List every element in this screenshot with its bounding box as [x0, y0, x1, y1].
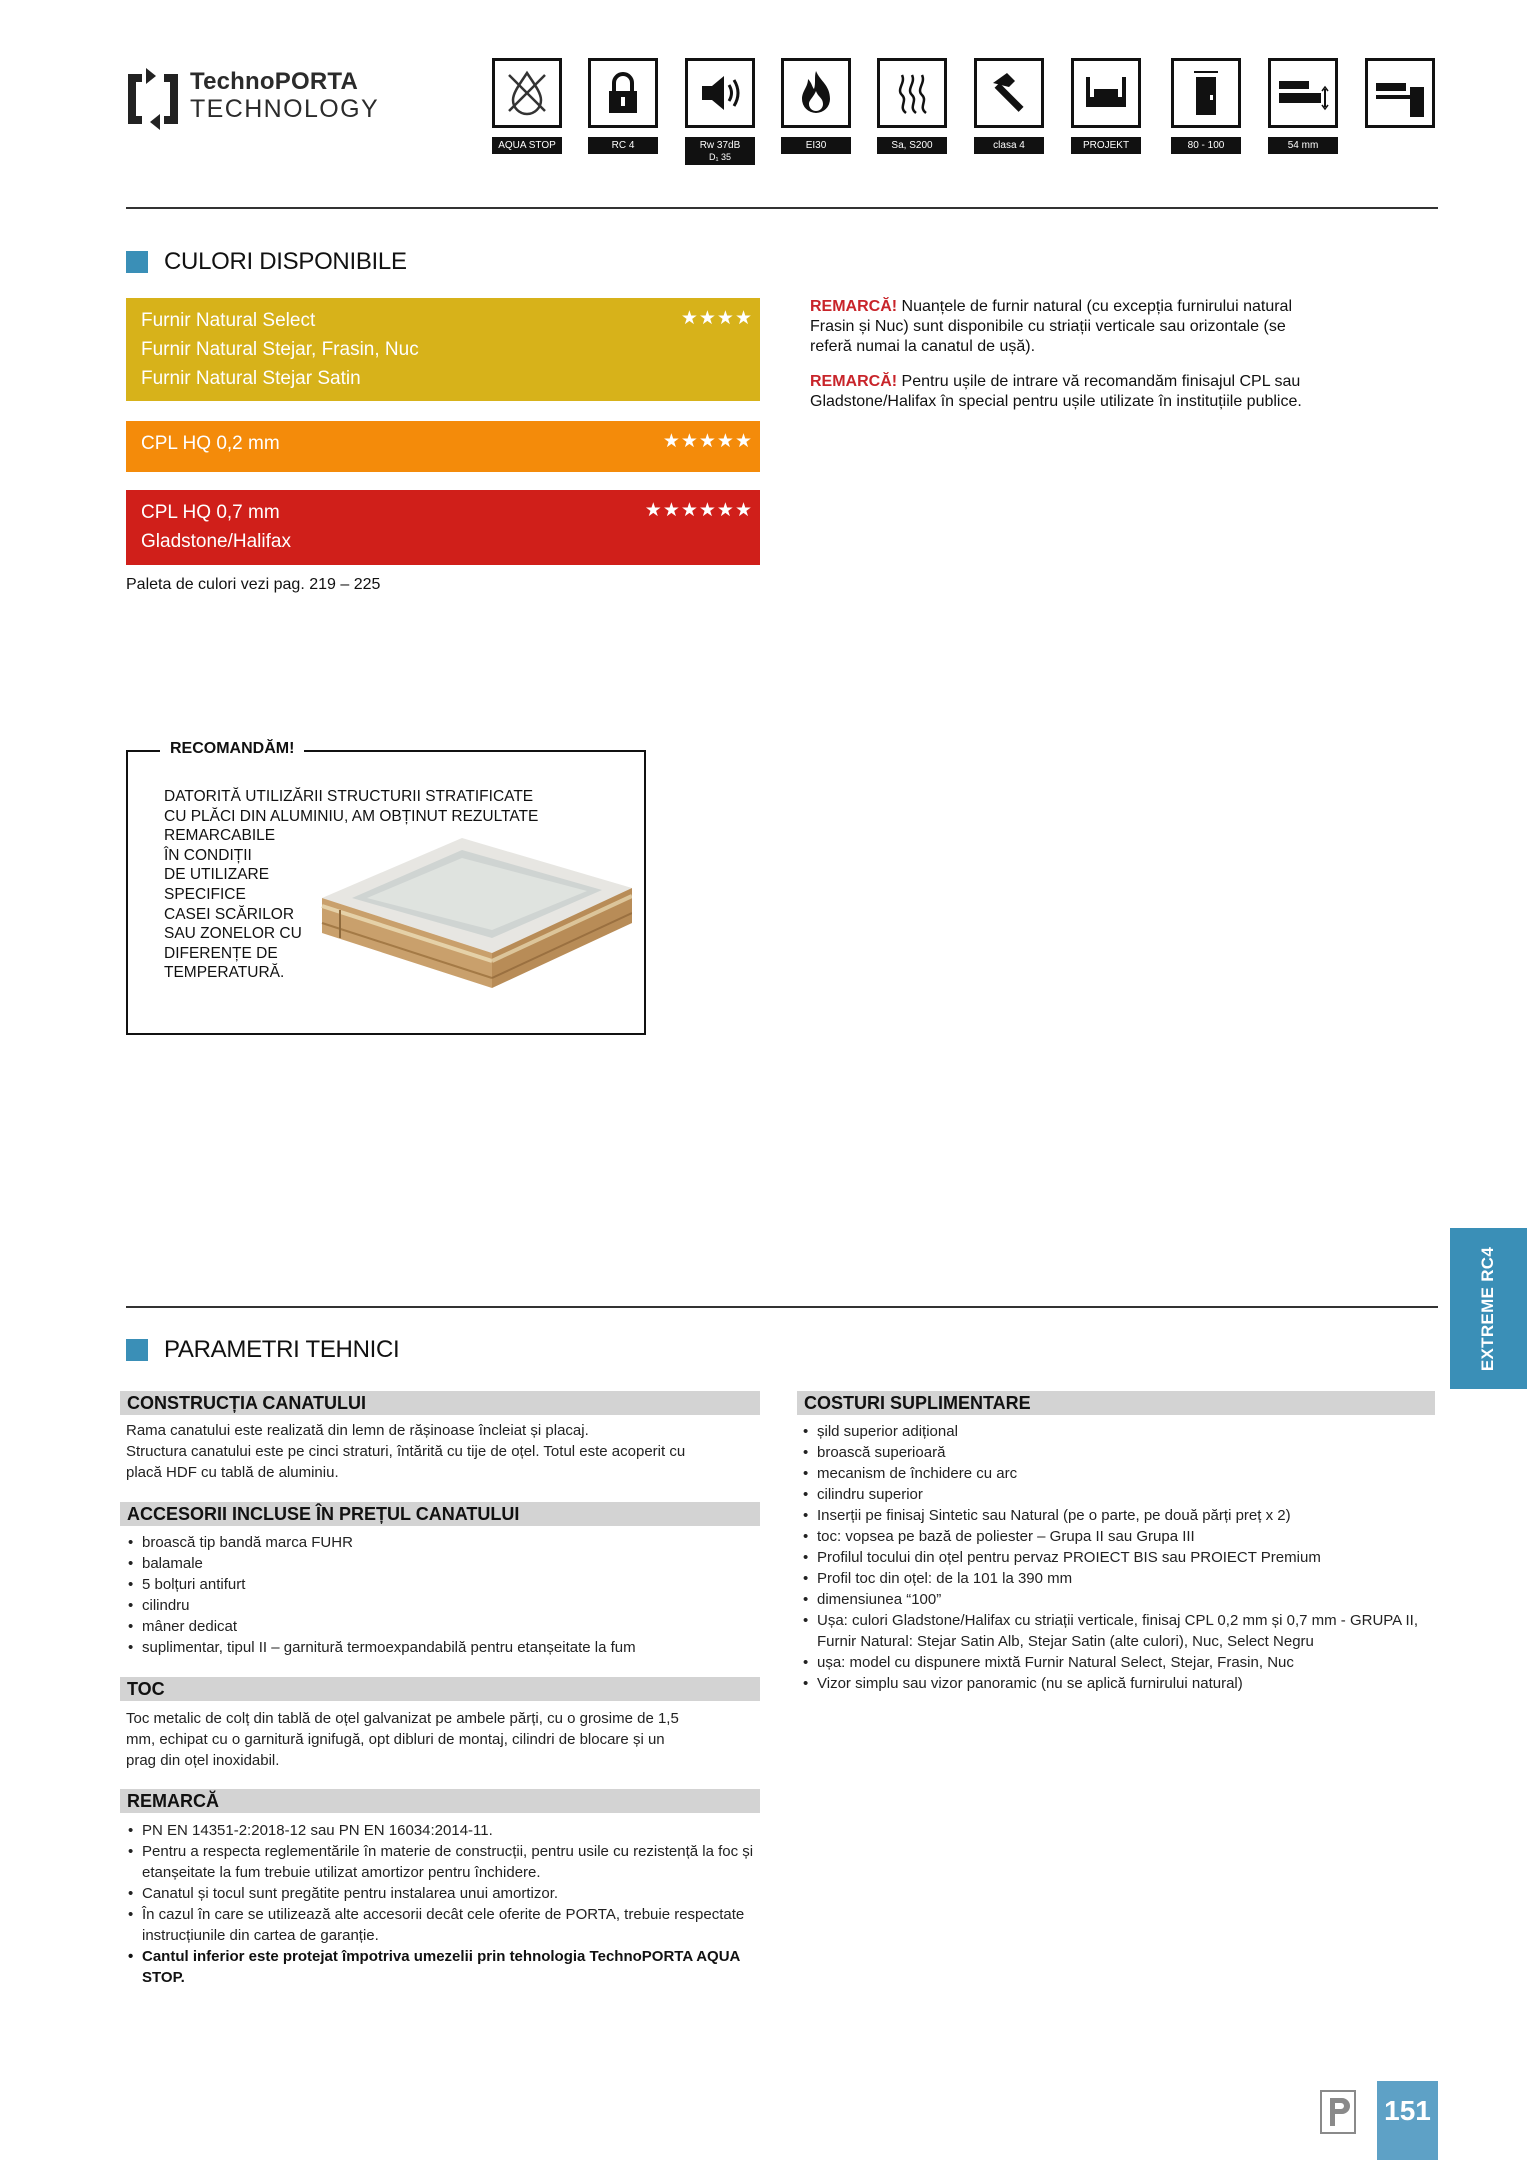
list-item: • Profil toc din oțel: de la 101 la 390 mm — [801, 1568, 1435, 1589]
list-item: • În cazul în care se utilizează alte accesorii decât cele oferite de PORTA, trebuie respectate instrucțiunile din cartea de garanție. — [126, 1904, 756, 1946]
recommendation-line: ÎN CONDIȚII — [164, 846, 252, 864]
list-item: • Vizor simplu sau vizor panoramic (nu se aplică furnirului natural) — [801, 1673, 1435, 1694]
list-item: • balamale — [126, 1553, 766, 1574]
smoke-icon — [877, 58, 947, 128]
list-item: • toc: vopsea pe bază de poliester – Grupa II sau Grupa III — [801, 1526, 1435, 1547]
burglary-class-label: clasa 4 — [974, 137, 1044, 154]
padlock-icon — [588, 58, 658, 128]
heading-square-marker — [126, 251, 148, 273]
recommendation-line: CASEI SCĂRILOR — [164, 905, 295, 923]
list-item: • cilindru superior — [801, 1484, 1435, 1505]
list-item: • șild superior adițional — [801, 1421, 1435, 1442]
recommendation-line: DE UTILIZARE — [164, 866, 270, 884]
remark-text: Nuanțele de furnir natural (cu excepția furnirului natural Frasin și Nuc) sunt disponibile cu striații verticale sau orizontale (se referă numai la canatul de ușă). — [810, 298, 1292, 355]
side-tab-extreme-rc4 — [1450, 1228, 1527, 1389]
page-number: 151 — [1377, 2081, 1438, 2160]
recommendation-line: CU PLĂCI DIN ALUMINIU, AM OBȚINUT REZULTATE — [164, 807, 539, 825]
list-item: • broască superioară — [801, 1442, 1435, 1463]
speaker-icon — [685, 58, 755, 128]
list-item: • ușa: model cu dispunere mixtă Furnir Natural Select, Stejar, Frasin, Nuc — [801, 1652, 1435, 1673]
color-bar-cpl-02 — [126, 421, 760, 472]
recommendation-line: REMARCABILE — [164, 827, 276, 845]
thickness-label: 54 mm — [1268, 137, 1338, 154]
side-tab-label: EXTREME RC4 — [1478, 1246, 1498, 1371]
acoustic-label — [685, 137, 755, 165]
accessories-list — [126, 1532, 766, 1658]
recommendation-line: DATORITĂ UTILIZĂRII STRUCTURII STRATIFICATE — [164, 788, 534, 805]
brand-logo — [190, 70, 379, 122]
aqua-stop-label: AQUA STOP — [492, 137, 562, 154]
color-bar-cpl-07 — [126, 490, 760, 565]
recommendation-line: SPECIFICE — [164, 885, 246, 903]
acoustic-sub-value: D₁ 35 — [708, 152, 732, 162]
color-bar-natural-veneer — [126, 298, 760, 401]
list-item: • cilindru — [126, 1595, 766, 1616]
accessories-heading: ACCESORII INCLUSE ÎN PREȚUL CANATULUI — [120, 1502, 760, 1526]
recommendation-line: DIFERENȚE DE — [164, 944, 278, 962]
remark-keyword: REMARCĂ! — [810, 298, 898, 315]
list-item: • Inserții pe finisaj Sintetic sau Natural (pe o parte, pe două părți preț x 2) — [801, 1505, 1435, 1526]
fire-resistance-label: EI30 — [781, 137, 851, 154]
hammer-icon — [974, 58, 1044, 128]
frame-line: Toc metalic de colț din tablă de oțel galvanizat pe ambele părți, cu o grosime de 1,5 — [126, 1710, 679, 1727]
list-item: • 5 bolțuri antifurt — [126, 1574, 766, 1595]
frame-line: mm, echipat cu o garnitură ignifugă, opt dibluri de montaj, cilindri de blocare și un — [126, 1731, 665, 1748]
frame-heading: TOC — [120, 1677, 760, 1701]
divider-top — [126, 207, 1438, 209]
remark-veneer — [810, 297, 1320, 357]
list-item-bold: • Cantul inferior este protejat împotriva umezelii prin tehnologia TechnoPORTA AQUA STOP. — [126, 1946, 756, 1988]
recommendation-line: SAU ZONELOR CU — [164, 925, 302, 943]
construction-line: Rama canatului este realizată din lemn de rășinoase încleiat și placaj. — [126, 1422, 589, 1439]
door-cross-section-image — [312, 838, 632, 998]
construction-line: Structura canatului este pe cinci straturi, întărită cu tije de oțel. Totul este acoperit cu — [126, 1443, 686, 1460]
door-width-icon — [1171, 58, 1241, 128]
list-item: • Pentru a respecta reglementările în materie de construcții, pentru usile cu rezistență la foc și etanșeitate la fum trebuie utilizat amortizor pentru închidere. — [126, 1841, 756, 1883]
construction-text — [126, 1420, 766, 1483]
door-frame-icon — [1071, 58, 1141, 128]
palette-note: Paleta de culori vezi pag. 219 – 225 — [126, 576, 381, 593]
list-item: • Canatul și tocul sunt pregătite pentru instalarea unui amortizor. — [126, 1883, 756, 1904]
star-rating: ★★★★★ — [662, 431, 753, 452]
aqua-stop-icon — [492, 58, 562, 128]
remark-text: Pentru ușile de intrare vă recomandăm finisajul CPL sau Gladstone/Halifax în special pentru ușile utilizate în instituțiile publice. — [810, 373, 1302, 410]
list-item: • mecanism de închidere cu arc — [801, 1463, 1435, 1484]
heading-square-marker — [126, 1339, 148, 1361]
brand-subtitle: TECHNOLOGY — [190, 95, 380, 123]
fire-icon — [781, 58, 851, 128]
technoporta-logo-mark — [124, 64, 182, 134]
colors-section-title: CULORI DISPONIBILE — [164, 248, 407, 275]
extra-costs-heading: COSTURI SUPLIMENTARE — [797, 1391, 1435, 1415]
frame-label: PROJEKT — [1071, 137, 1141, 154]
width-label: 80 - 100 — [1171, 137, 1241, 154]
divider-params — [126, 1306, 1438, 1308]
params-section-heading — [126, 1336, 399, 1364]
extra-costs-list — [801, 1421, 1435, 1694]
remark-list — [126, 1820, 756, 1988]
construction-line: placă HDF cu tablă de aluminiu. — [126, 1464, 339, 1481]
color-bar-line: Furnir Natural Stejar, Frasin, Nuc — [141, 339, 419, 360]
acoustic-value: Rw 37dB — [699, 140, 741, 151]
color-bar-line: Gladstone/Halifax — [141, 531, 291, 552]
remark-keyword: REMARCĂ! — [810, 373, 898, 390]
list-item: • PN EN 14351-2:2018-12 sau PN EN 16034:2014-11. — [126, 1820, 756, 1841]
smoke-label: Sa, S200 — [877, 137, 947, 154]
list-item: • mâner dedicat — [126, 1616, 766, 1637]
remark-entrance-doors — [810, 372, 1320, 412]
frame-line: prag din oțel inoxidabil. — [126, 1752, 280, 1769]
list-item: • Profilul tocului din oțel pentru pervaz PROIECT BIS sau PROIECT Premium — [801, 1547, 1435, 1568]
params-section-title: PARAMETRI TEHNICI — [164, 1336, 400, 1363]
star-rating: ★★★★★★ — [644, 500, 753, 521]
color-bar-line: CPL HQ 0,2 mm — [141, 433, 280, 454]
door-thickness-icon — [1268, 58, 1338, 128]
list-item: • dimensiunea “100” — [801, 1589, 1435, 1610]
star-rating: ★★★★ — [680, 308, 753, 329]
frame-text — [126, 1708, 766, 1771]
color-bar-line: Furnir Natural Select — [141, 310, 316, 331]
list-item: • suplimentar, tipul II – garnitură termoexpandabilă pentru etanșeitate la fum — [126, 1637, 766, 1658]
recommendation-title: RECOMANDĂM! — [160, 740, 304, 758]
rc4-label: RC 4 — [588, 137, 658, 154]
list-item: • Ușa: culori Gladstone/Halifax cu striații verticale, finisaj CPL 0,2 mm și 0,7 mm - GRUPA II, Furnir Natural: Stejar Satin Alb, Stejar Satin (alte culori), Nuc, Select Negru — [801, 1610, 1435, 1652]
recommendation-line: TEMPERATURĂ. — [164, 964, 285, 982]
brand-name: TechnoPORTA — [190, 68, 358, 95]
color-bar-line: CPL HQ 0,7 mm — [141, 502, 280, 523]
construction-heading: CONSTRUCȚIA CANATULUI — [120, 1391, 760, 1415]
door-threshold-icon — [1365, 58, 1435, 128]
color-bar-line: Furnir Natural Stejar Satin — [141, 368, 361, 389]
remark-heading: REMARCĂ — [120, 1789, 760, 1813]
porta-p-logo-icon — [1320, 2090, 1356, 2134]
list-item: • broască tip bandă marca FUHR — [126, 1532, 766, 1553]
colors-section-heading — [126, 248, 407, 276]
